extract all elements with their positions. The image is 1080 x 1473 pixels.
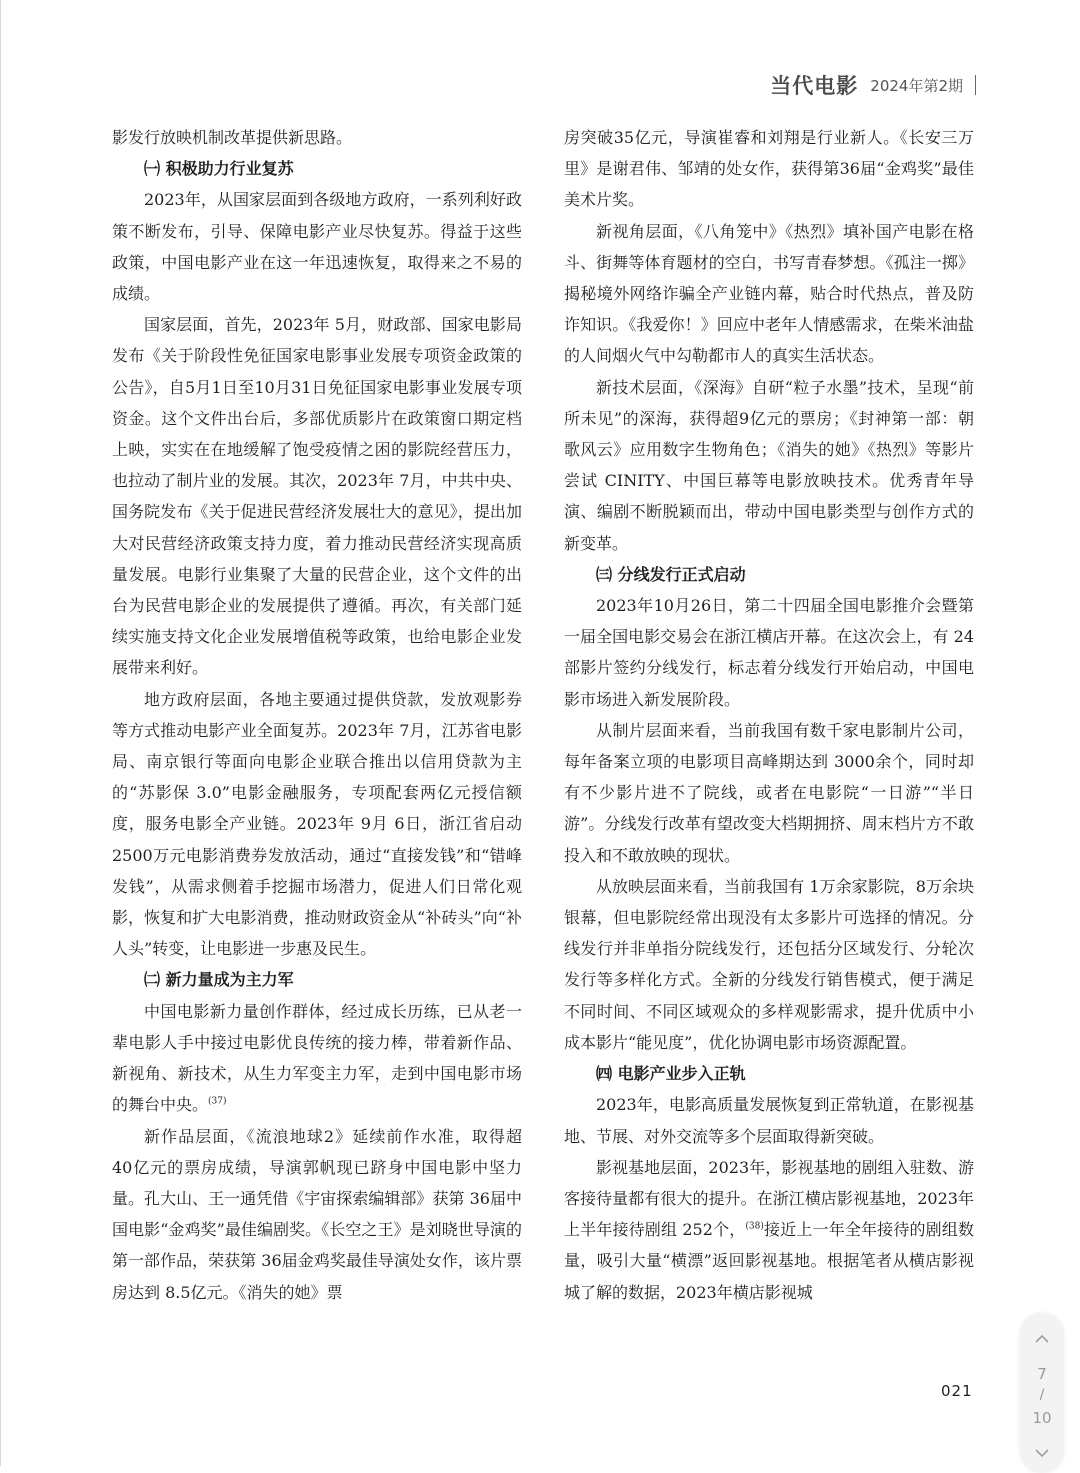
- paragraph: 新视角层面，《八角笼中》《热烈》填补国产电影在格斗、街舞等体育题材的空白，书写青春梦想。《孤注一掷》揭秘境外网络诈骗全产业链内幕，贴合时代热点，普及防诈知识。《我爱你！》回应中老年人情感需求，在柴米油盐的人间烟火气中勾勒都市人的真实生活状态。: [564, 221, 974, 366]
- paragraph-text: 中国电影新力量创作群体，经过成长历练，已从老一辈电影人手中接过电影优良传统的接力棒，带着新作品、新视角、新技术，从生力军变主力军，走到中国电影市场的舞台中央。: [112, 1001, 522, 1115]
- footnote-ref: (38): [745, 1221, 764, 1232]
- paragraph: 新作品层面，《流浪地球2》延续前作水准，取得超 40亿元的票房成绩，导演郭帆现已跻身中国电影中坚力量。孔大山、王一通凭借《宇宙探索编辑部》获第 36届中国电影“金鸡奖”最佳编剧奖。《长空之王》是刘晓世导演的第一部作品，荣获第 36届金鸡奖最佳导演处女作，该片票房达到 8.5亿元。《消失的她》票: [112, 1126, 522, 1302]
- issue-label: 2024年第2期: [870, 76, 963, 95]
- page-number: 021: [941, 1382, 973, 1400]
- paragraph: 新技术层面，《深海》自研“粒子水墨”技术，呈现“前所未见”的深海，获得超9亿元的票房；《封神第一部：朝歌风云》应用数字生物角色；《消失的她》《热烈》等影片尝试 CINITY、中国巨幕等电影放映技术。优秀青年导演、编剧不断脱颖而出，带动中国电影类型与创作方式的新变革。: [564, 377, 974, 553]
- paragraph: 影发行放映机制改革提供新思路。: [112, 128, 353, 147]
- total-pages: 10: [1032, 1409, 1052, 1427]
- running-header: [770, 70, 976, 100]
- section-heading-1: ㈠ 积极助力行业复苏: [144, 159, 294, 179]
- header-divider: [975, 75, 976, 95]
- paragraph: 2023年，从国家层面到各级地方政府，一系列利好政策不断发布，引导、保障电影产业尽快复苏。得益于这些政策，中国电影产业在这一年迅速恢复，取得来之不易的成绩。: [112, 190, 522, 304]
- section-heading-4: ㈣ 电影产业步入正轨: [596, 1064, 746, 1084]
- paragraph: 地方政府层面，各地主要通过提供贷款，发放观影券等方式推动电影产业全面复苏。2023年 7月，江苏省电影局、南京银行等面向电影企业联合推出以信用贷款为主的“苏影保 3.0”电影金融服务，专项配套两亿元授信额度，服务电影全产业链。2023年 9月 6日，浙江省启动 2500万元电影消费券发放活动，通过“直接发钱”和“错峰发钱”，从需求侧着手挖掘市场潜力，促进人们日常化观影，恢复和扩大电影消费，推动财政资金从“补砖头”向“补人头”转变，让电影进一步惠及民生。: [112, 689, 522, 959]
- chevron-down-icon[interactable]: [1032, 1443, 1052, 1463]
- footnote-ref: (37): [208, 1096, 227, 1107]
- page-navigator: [1020, 1313, 1064, 1473]
- section-heading-3: ㈢ 分线发行正式启动: [596, 564, 746, 584]
- paragraph: 房突破35亿元，导演崔睿和刘翔是行业新人。《长安三万里》是谢君伟、邹靖的处女作，获得第36届“金鸡奖”最佳美术片奖。: [564, 128, 974, 210]
- paragraph: [564, 1152, 974, 1308]
- current-page: 7: [1037, 1365, 1047, 1383]
- paragraph: 2023年，电影高质量发展恢复到正常轨道，在影视基地、节展、对外交流等多个层面取得新突破。: [564, 1095, 974, 1146]
- paragraph: 从制片层面来看，当前我国有数千家电影制片公司，每年备案立项的电影项目高峰期达到 3000余个，同时却有不少影片进不了院线，或者在电影院“一日游”“半日游”。分线发行改革有望改变大档期拥挤、周末档片方不敢投入和不敢放映的现状。: [564, 720, 974, 865]
- chevron-up-icon[interactable]: [1032, 1329, 1052, 1349]
- paragraph: 2023年10月26日，第二十四届全国电影推介会暨第一届全国电影交易会在浙江横店开幕。在这次会上，有 24部影片签约分线发行，标志着分线发行开始启动，中国电影市场进入新发展阶段。: [564, 596, 974, 709]
- left-column: [112, 122, 522, 1308]
- section-heading-2: ㈡ 新力量成为主力军: [144, 970, 294, 990]
- paragraph: 从放映层面来看，当前我国有 1万余家影院，8万余块银幕，但电影院经常出现没有太多影片可选择的情况。分线发行并非单指分院线发行，还包括分区域发行、分轮次发行等多样化方式。全新的分线发行销售模式，便于满足不同时间、不同区域观众的多样观影需求，提升优质中小成本影片“能见度”，优化协调电影市场资源配置。: [564, 876, 974, 1052]
- right-column: [564, 122, 974, 1308]
- paragraph-text: 接近上一年全年接待的剧组数量，吸引大量“横漂”返回影视基地。根据笔者从横店影视城了解的数据，2023年横店影视城: [564, 1220, 974, 1302]
- journal-title: 当代电影: [770, 74, 859, 98]
- paragraph: [112, 996, 522, 1121]
- paragraph: 国家层面，首先，2023年 5月，财政部、国家电影局发布《关于阶段性免征国家电影事业发展专项资金政策的公告》，自5月1日至10月31日免征国家电影事业发展专项资金。这个文件出台后，多部优质影片在政策窗口期定档上映，实实在在地缓解了饱受疫情之困的影院经营压力，也拉动了制片业的发展。其次，2023年 7月，中共中央、国务院发布《关于促进民营经济发展壮大的意见》，提出加大对民营经济政策支持力度，着力推动民营经济实现高质量发展。电影行业集聚了大量的民营企业，这个文件的出台为民营电影企业的发展提供了遵循。再次，有关部门延续实施支持文化企业发展增值税等政策，也给电影企业发展带来利好。: [112, 315, 522, 678]
- page-separator: /: [1039, 1387, 1045, 1403]
- paragraph-text: 影视基地层面，2023年，影视基地的剧组入驻数、游客接待量都有很大的提升。在浙江横店影视基地，2023年上半年接待剧组 252个，: [564, 1157, 974, 1240]
